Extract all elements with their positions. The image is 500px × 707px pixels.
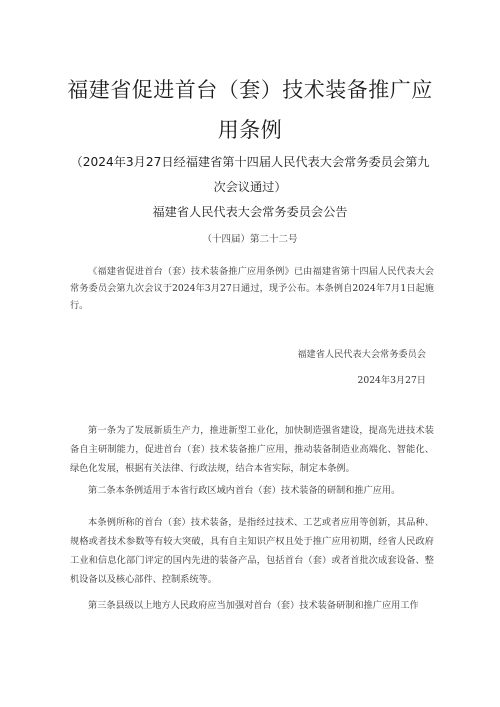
signature-organization: 福建省人民代表大会常务委员会 <box>297 349 426 360</box>
article-2: 第二条本条例适用于本省行政区域内首台（套）技术装备的研制和推广应用。 <box>88 485 401 496</box>
document-subtitle: （2024年3月27日经福建省第十四届人民代表大会常务委员会第九次会议通过） <box>70 155 430 194</box>
announcement-text: 《福建省促进首台（套）技术装备推广应用条例》已由福建省第十四届人民代表大会常务委员会第九次会议于2024年3月27日通过，现予公布。本条例自2024年7月1日起施行。 <box>70 266 434 311</box>
announcement-number: （十四届）第二十二号 <box>202 234 298 245</box>
article-3: 第三条县级以上地方人民政府应当加强对首台（套）技术装备研制和推广应用工作 <box>88 600 419 611</box>
announcement-title: 福建省人民代表大会常务委员会公告 <box>152 205 348 219</box>
article-1: 第一条为了发展新质生产力，推进新型工业化，加快制造强省建设，提高先进技术装备自主研制能力，促进首台（套）技术装备推广应用，推动装备制造业高端化、智能化、绿色化发展，根据有关法律、行政法规，结合本省实际，制定本条例。 <box>70 425 434 474</box>
article-2-paragraph-2: 本条例所称的首台（套）技术装备，是指经过技术、工艺或者应用等创新，其品种、规格或者技术参数等有较大突破，具有自主知识产权且处于推广应用初期，经省人民政府工业和信息化部门评定的国内先进的装备产品，包括首台（套）或者首批次成套设备、整机设备以及核心部件、控制系统等。 <box>70 517 434 585</box>
document-title: 福建省促进首台（套）技术装备推广应用条例 <box>67 78 433 142</box>
signature-date: 2024年3月27日 <box>357 375 426 386</box>
